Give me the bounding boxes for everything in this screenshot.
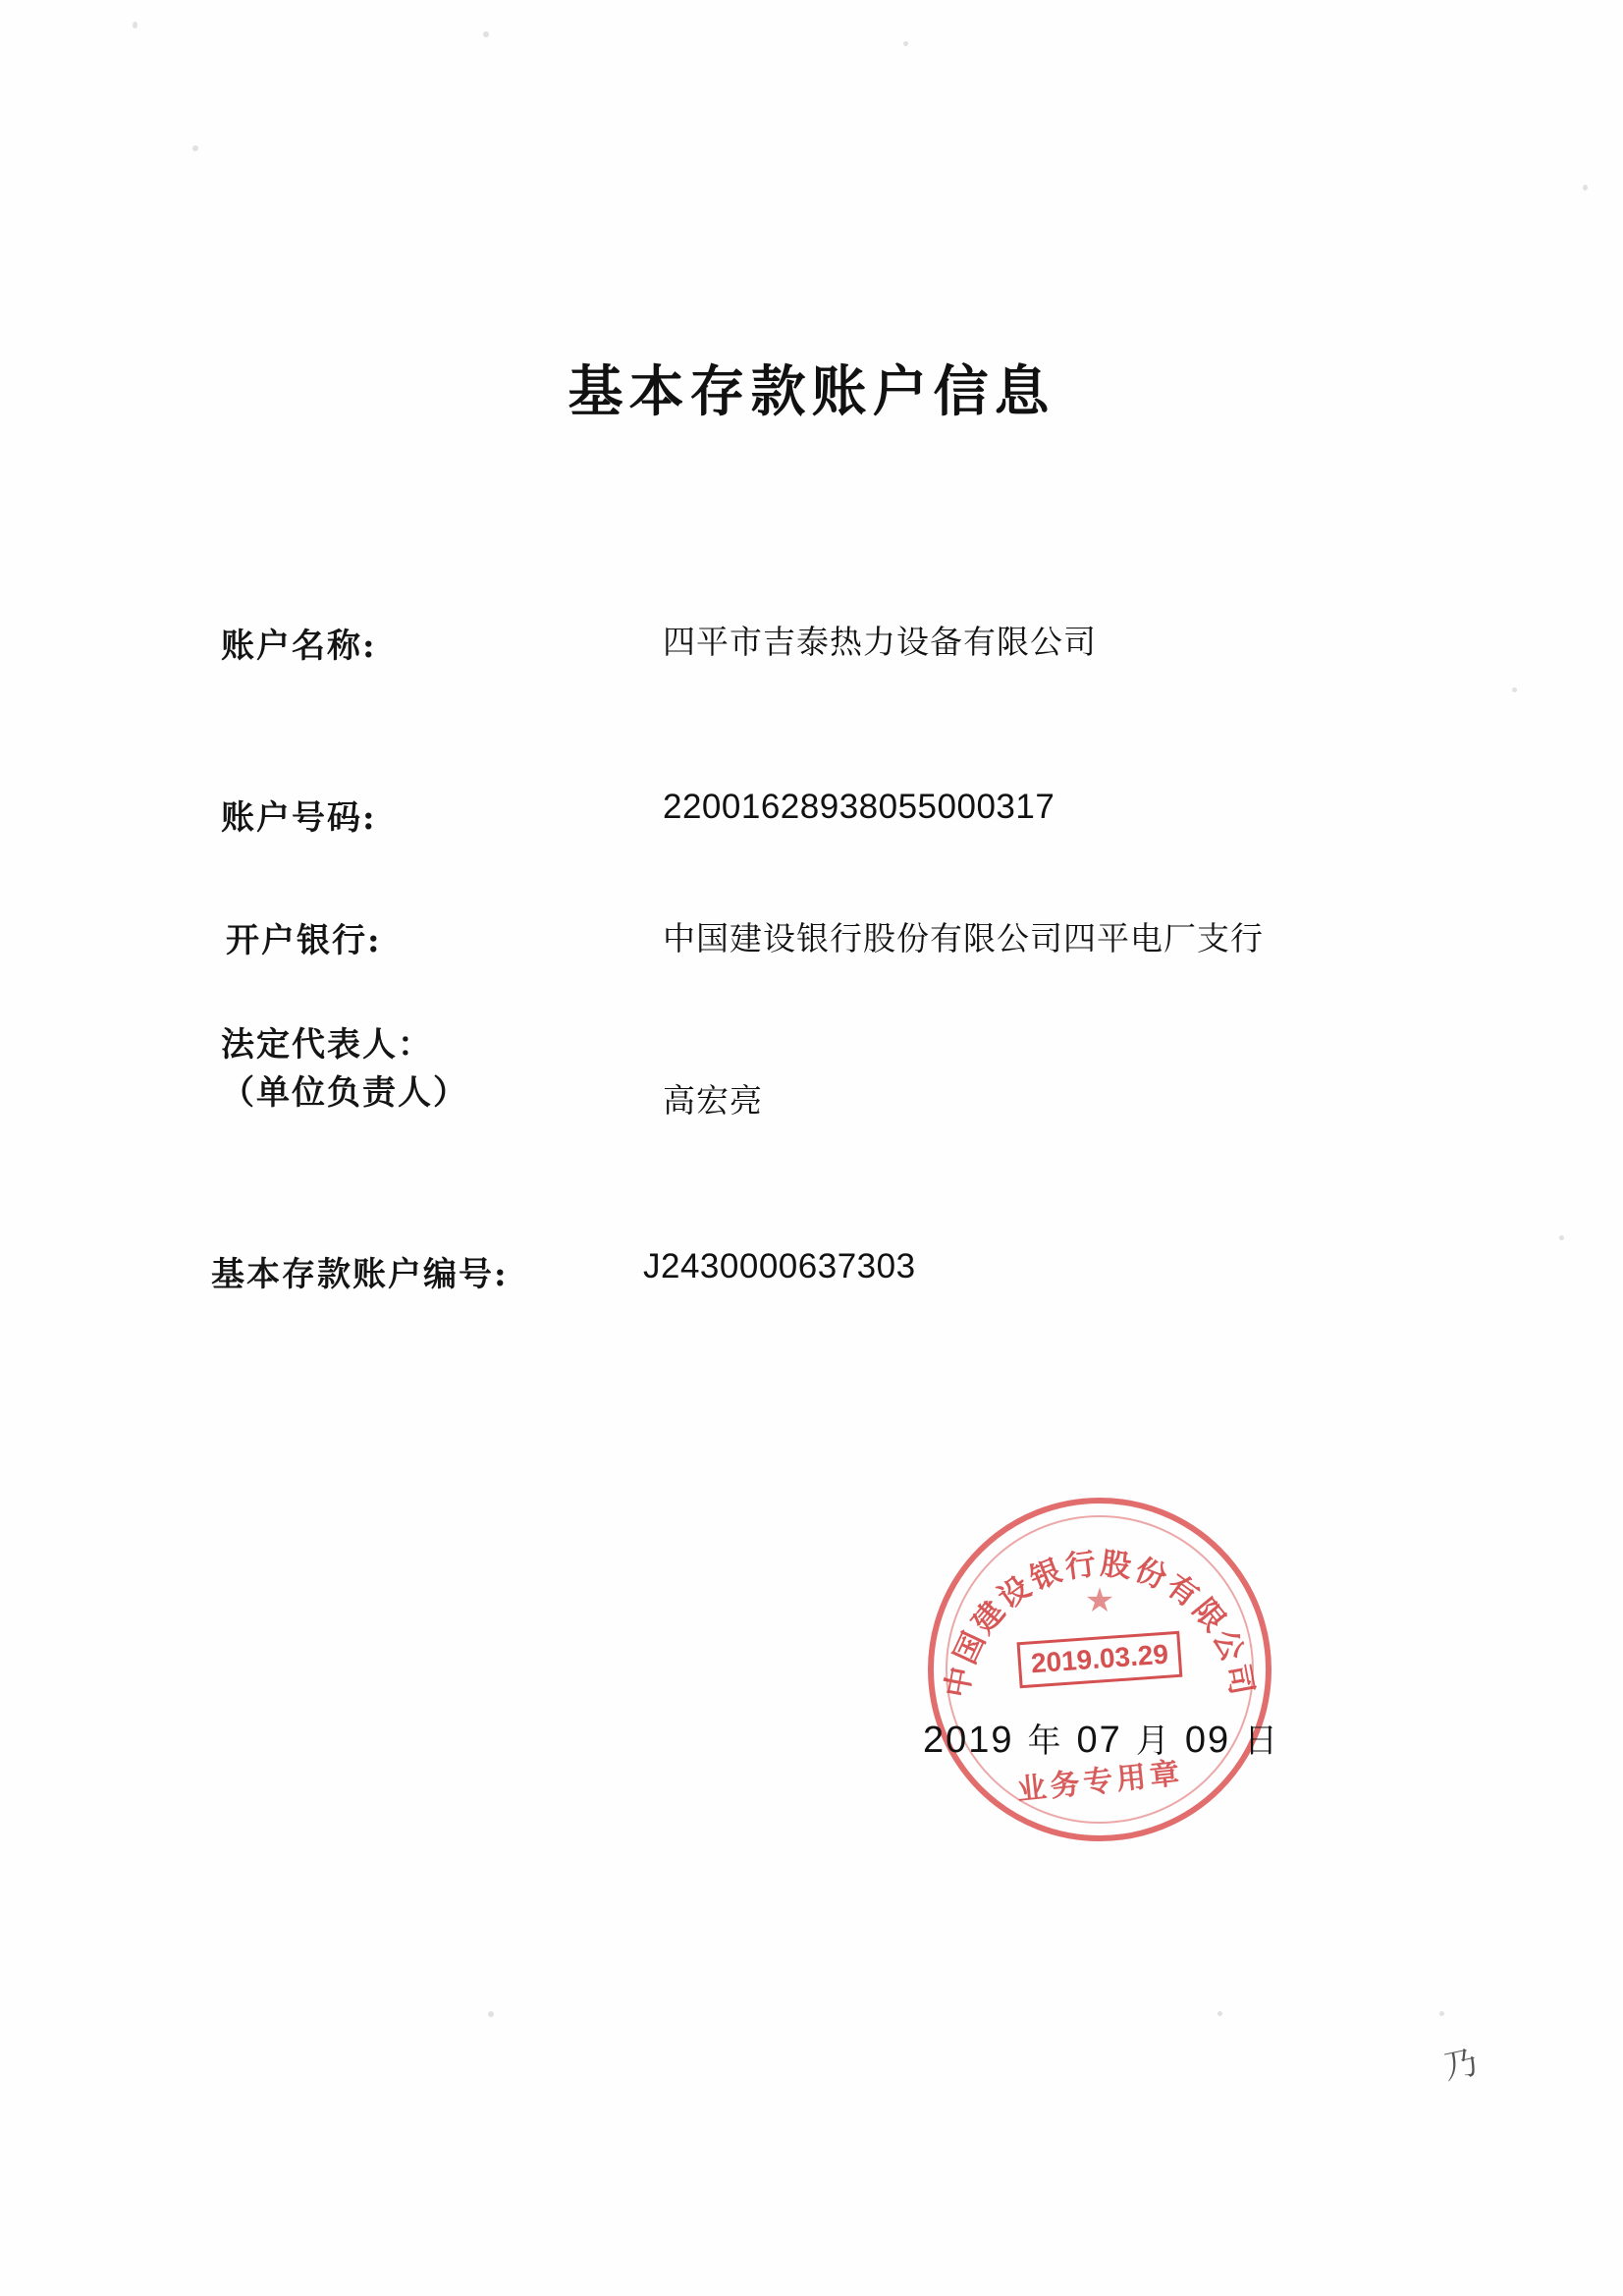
field-bank-name (226, 913, 1264, 961)
margin-handwriting-mark: 乃 (1439, 2042, 1482, 2089)
paper-speck (1439, 2011, 1444, 2016)
field-basic-account-number (211, 1247, 916, 1295)
paper-speck (1583, 185, 1588, 191)
issue-date-day-unit: 日 (1244, 1722, 1280, 1761)
page-title: 基本存款账户信息 (568, 359, 1055, 424)
paper-speck (1512, 687, 1517, 692)
field-label-legal-line1: 法定代表人： (221, 1025, 433, 1065)
field-label-account-name: 账户名称: (221, 627, 377, 666)
issue-date-year: 2019 (923, 1720, 1014, 1761)
field-label-account-number: 账户号码: (221, 798, 377, 838)
seal-bottom-label: 业务专用章 (1015, 1756, 1185, 1808)
issue-date-day: 09 (1184, 1720, 1231, 1761)
field-value-account-number: 22001628938055000317 (663, 788, 1055, 826)
issue-date-line (923, 1714, 1279, 1762)
paper-speck (1217, 2011, 1222, 2016)
paper-speck (192, 145, 198, 151)
field-label-basic-account-number: 基本存款账户编号: (211, 1255, 509, 1294)
seal-arc-text (928, 1498, 1271, 1841)
paper-speck (133, 22, 137, 28)
field-label-legal-representative (221, 1021, 468, 1119)
paper-speck (903, 41, 908, 46)
field-legal-representative (221, 1021, 763, 1120)
issue-date-month-unit: 月 (1135, 1722, 1171, 1761)
issue-date-month: 07 (1076, 1720, 1122, 1761)
field-value-basic-account-number: J2430000637303 (643, 1247, 916, 1285)
paper-speck (483, 31, 489, 37)
field-label-legal-line2: （单位负责人） (221, 1073, 468, 1114)
seal-date: 2019.03.29 (1016, 1630, 1182, 1687)
paper-speck (1559, 1235, 1564, 1240)
seal-outer-ring (928, 1498, 1271, 1841)
field-value-account-name: 四平市吉泰热力设备有限公司 (663, 623, 1097, 661)
paper-speck (488, 2011, 494, 2017)
bank-seal-stamp (928, 1498, 1271, 1841)
field-label-bank-name: 开户银行: (226, 921, 382, 960)
field-value-legal-representative: 高宏亮 (663, 1081, 763, 1120)
field-value-bank-name: 中国建设银行股份有限公司四平电厂支行 (663, 919, 1264, 957)
field-account-name (221, 619, 1097, 667)
svg-text:中国建设银行股份有限公司 (940, 1546, 1261, 1700)
seal-star-icon: ★ (1084, 1583, 1115, 1619)
field-account-number (221, 788, 1055, 839)
issue-date-year-unit: 年 (1027, 1722, 1063, 1761)
seal-arc-label: 中国建设银行股份有限公司 (939, 1546, 1261, 1701)
seal-inner-ring (946, 1515, 1254, 1824)
